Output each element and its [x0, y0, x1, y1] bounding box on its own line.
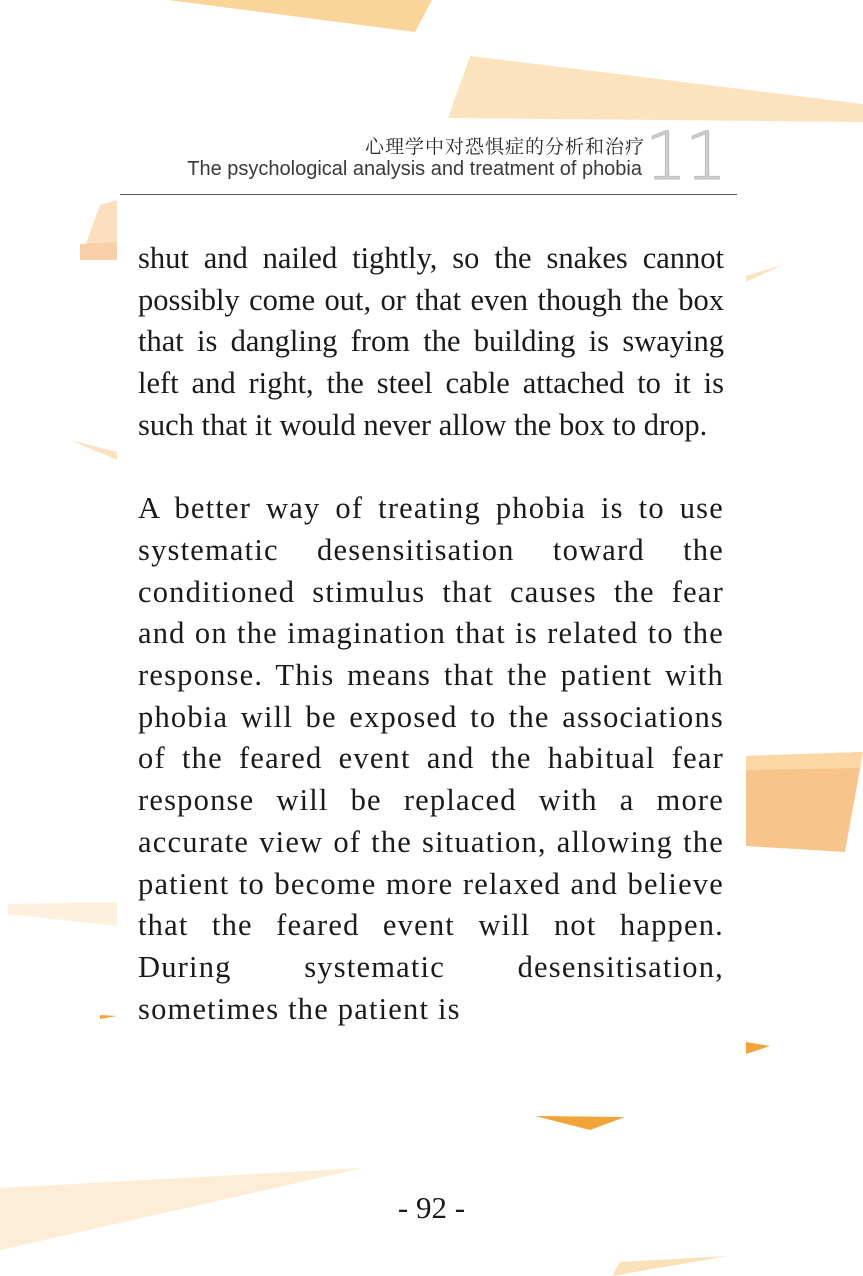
- decor-shape: [746, 1042, 770, 1054]
- english-title: The psychological analysis and treatment of phobia: [187, 158, 642, 180]
- paragraph: shut and nailed tightly, so the snakes cannot possibly come out, or that even though the box that is dangling from the building is swaying left and right, the steel cable attached to it is such that it would never allow the box to drop.: [138, 241, 724, 442]
- decor-shape: [535, 1116, 625, 1130]
- paragraph: A better way of treating phobia is to use systematic desensitisation toward the conditioned stimulus that causes the fear and on the imagination that is related to the response. This means that the patient with phobia will be exposed to the associations of the feared event and the habitual fear response will be replaced with a more accurate view of the situation, allowing the patient to become more relaxed and believe that the feared event will not happen. During systematic desensitisation, sometimes the patient is: [138, 491, 724, 1026]
- body-text: [138, 238, 724, 1030]
- page-number: - 92 -: [397, 1190, 466, 1225]
- decor-shape: [448, 56, 863, 122]
- decor-shape: [8, 902, 117, 926]
- decor-shape: [746, 752, 863, 770]
- decor-shape: [80, 242, 117, 260]
- decor-shape: [100, 1015, 117, 1019]
- chapter-number: 11: [645, 118, 725, 195]
- decor-shape: [612, 1256, 728, 1276]
- decor-shape: [70, 440, 117, 460]
- decor-shape: [746, 264, 785, 282]
- chinese-title: 心理学中对恐惧症的分析和治疗: [364, 136, 645, 158]
- decor-shape: [168, 0, 432, 32]
- running-header: [120, 118, 737, 195]
